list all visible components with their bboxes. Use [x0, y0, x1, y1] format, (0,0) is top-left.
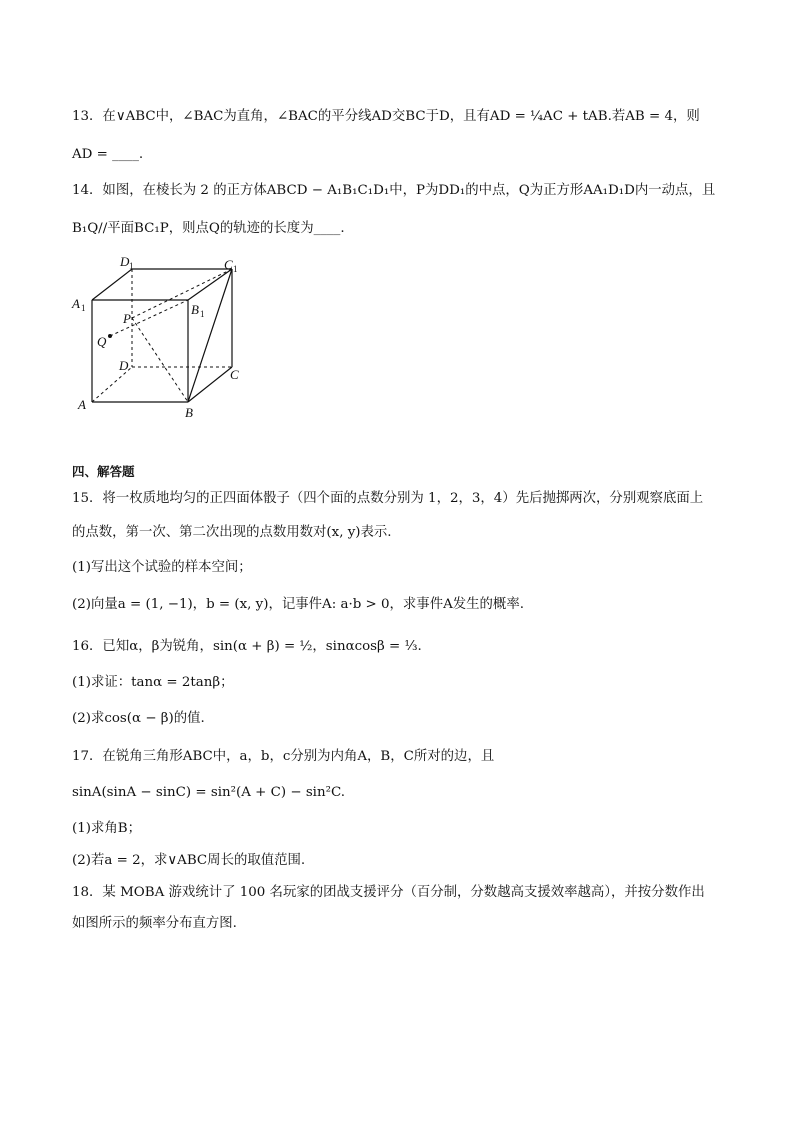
label-d: D — [119, 358, 129, 373]
label-c1: C — [224, 257, 233, 272]
label-p: P — [123, 311, 131, 326]
q16-part1: (1)求证：tanα = 2tanβ； — [72, 675, 234, 690]
q17-line1: 17．在锐角三角形ABC中，a，b，c分别为内角A，B，C所对的边，且 — [72, 749, 495, 764]
label-b1-sub: 1 — [200, 309, 205, 319]
q17-part1: (1)求角B； — [72, 821, 141, 836]
label-c: C — [230, 367, 239, 382]
label-b: B — [185, 405, 193, 420]
q15-part1: (1)写出这个试验的样本空间； — [72, 560, 252, 575]
q13-line1: 13．在∨ABC中，∠BAC为直角，∠BAC的平分线AD交BC于D，且有AD = ¼AC + tAB.若AB = 4，则 — [72, 109, 700, 124]
q15-line2: 的点数，第一次、第二次出现的点数用数对(x, y)表示. — [72, 525, 392, 540]
label-a1-sub: 1 — [81, 303, 86, 313]
q16-line1: 16．已知α，β为锐角，sin(α + β) = ½，sinαcosβ = ⅓. — [72, 639, 422, 654]
label-a: A — [78, 397, 86, 412]
q15-line1: 15．将一枚质地均匀的正四面体骰子（四个面的点数分别为 1，2，3，4）先后抛掷两次，分别观察底面上 — [72, 491, 704, 506]
label-b1: B — [191, 302, 199, 317]
q13-line2: AD = ____. — [72, 147, 144, 162]
q18-line1: 18．某 MOBA 游戏统计了 100 名玩家的团战支援评分（百分制，分数越高支援效率越高），并按分数作出 — [72, 885, 705, 900]
label-d1: D — [120, 254, 130, 269]
q18-line2: 如图所示的频率分布直方图. — [72, 916, 237, 931]
q17-line2: sinA(sinA − sinC) = sin²(A + C) − sin²C. — [72, 785, 345, 800]
label-c1-sub: 1 — [233, 264, 238, 274]
q16-part2: (2)求cos(α − β)的值. — [72, 711, 205, 726]
q14-line1: 14．如图，在棱长为 2 的正方体ABCD − A₁B₁C₁D₁中，P为DD₁的中点，Q为正方形AA₁D₁D内一动点，且 — [72, 183, 716, 198]
label-d1-sub: 1 — [129, 261, 134, 271]
q17-part2: (2)若a = 2，求∨ABC周长的取值范围. — [72, 853, 306, 868]
label-a1: A — [72, 296, 80, 311]
label-q: Q — [97, 334, 107, 349]
q14-line2: B₁Q//平面BC₁P，则点Q的轨迹的长度为____. — [72, 221, 345, 236]
cube-figure — [66, 252, 266, 422]
section-4-title: 四、解答题 — [72, 464, 135, 479]
q15-part2: (2)向量a = (1, −1)，b = (x, y)，记事件A: a·b > 0，求事件A发生的概率. — [72, 597, 524, 612]
